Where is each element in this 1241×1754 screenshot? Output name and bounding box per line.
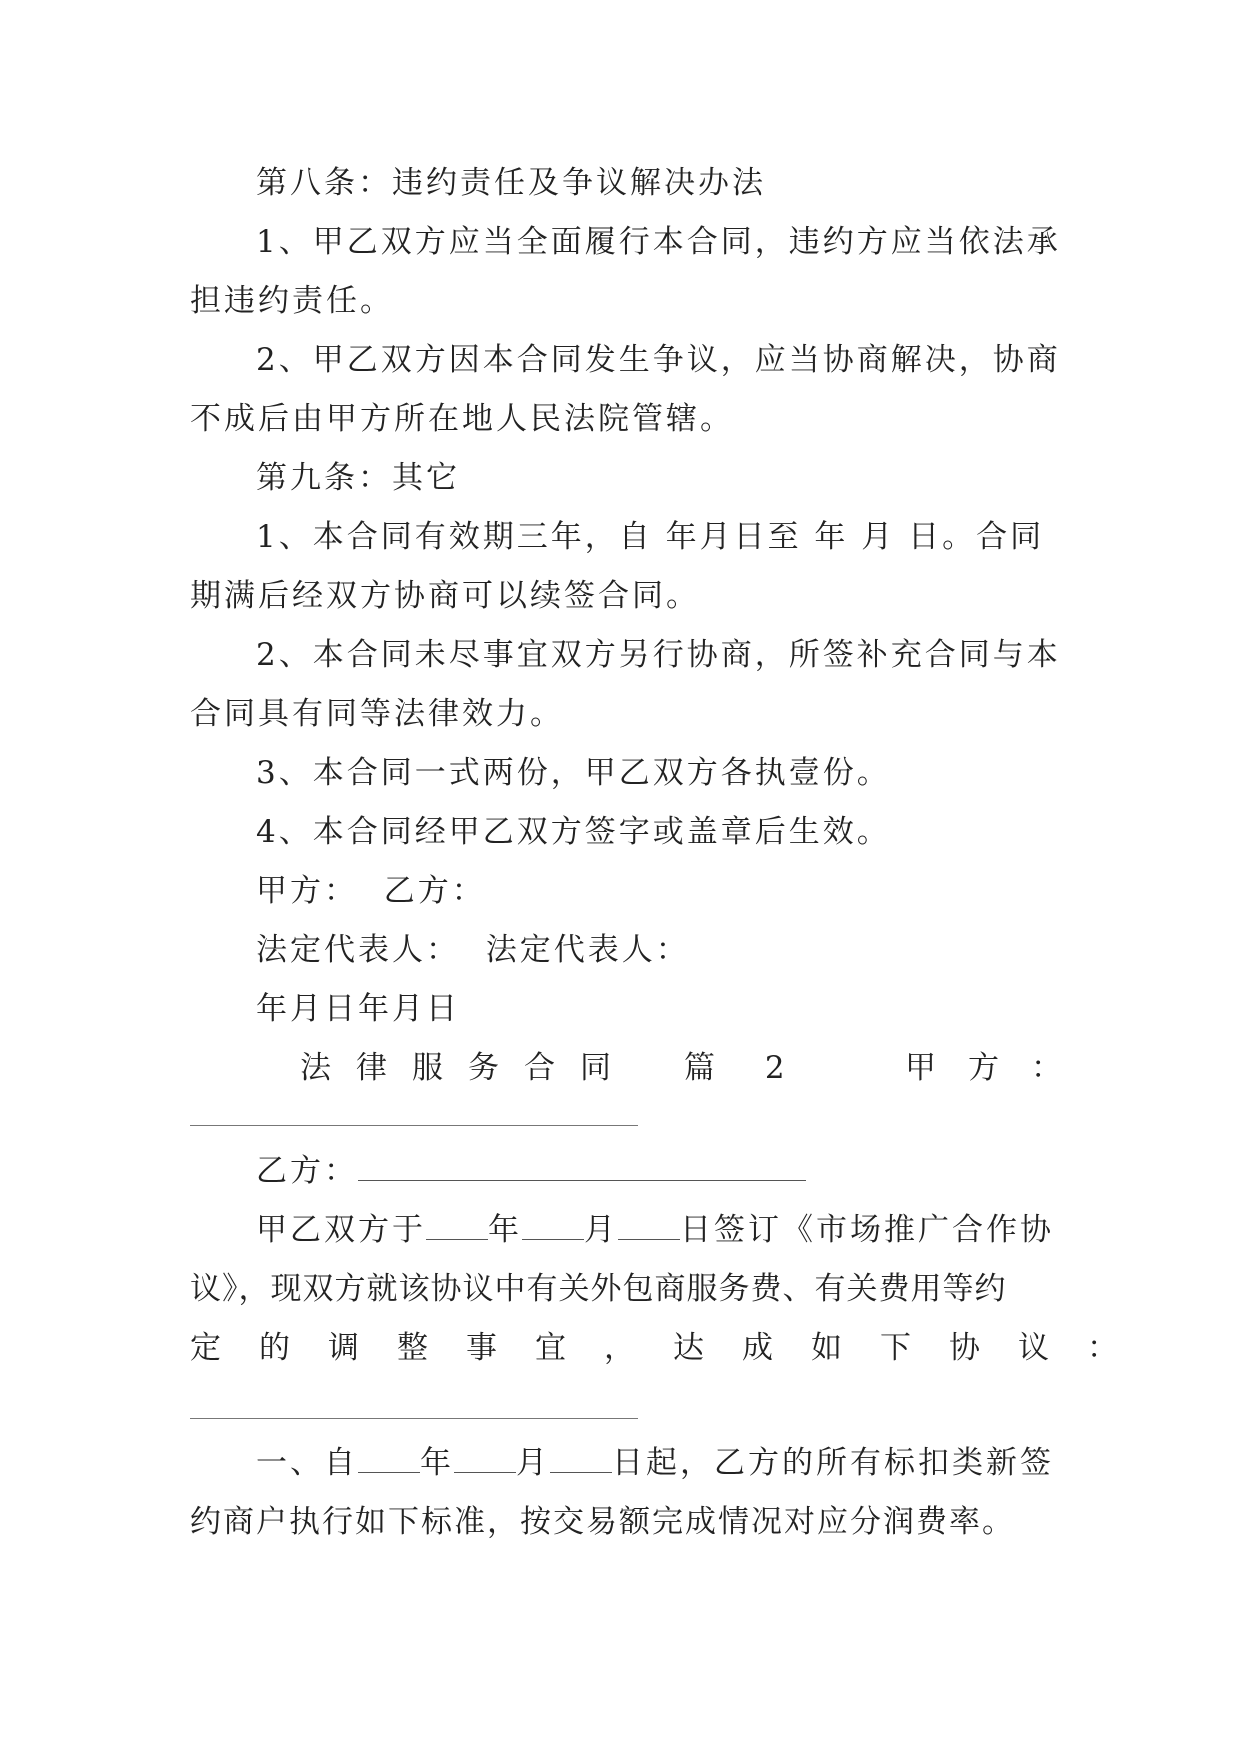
intro-text-b: 日签订《市场推广合作协 <box>680 1212 1054 1248</box>
party-a-blank-rule <box>190 1125 638 1126</box>
item1-month-blank <box>454 1446 516 1473</box>
intro-text-a: 甲乙双方于 <box>256 1212 426 1248</box>
item1-year-label: 年 <box>420 1445 454 1481</box>
intro-year-label: 年 <box>488 1212 522 1248</box>
signature-parties-line: 甲方： 乙方： <box>256 873 486 909</box>
article-9-clause-1-line-1: 1、本合同有效期三年，自 年月日至 年 月 日。合同 <box>256 519 1045 555</box>
item1-year-blank <box>358 1446 420 1473</box>
article-8-heading: 第八条：违约责任及争议解决办法 <box>256 165 766 201</box>
contract-2-heading-line <box>300 1039 1094 1098</box>
contract-2-title: 法律服务合同 <box>300 1050 636 1086</box>
contract-2-intro-line-1 <box>190 1201 1054 1260</box>
party-b-label: 乙方： <box>256 1153 358 1189</box>
article-8-clause-1-line-2: 担违约责任。 <box>190 283 394 319</box>
contract-2-intro-line-2: 议》，现双方就该协议中有关外包商服务费、有关费用等约 <box>190 1271 1007 1307</box>
party-b-line <box>190 1142 1048 1201</box>
intro-year-blank <box>426 1213 488 1240</box>
item1-text-a: 一、自 <box>256 1445 358 1481</box>
contract-2-intro-line-3: 定的调整事宜，达成如下协议： <box>190 1330 1156 1366</box>
article-9-clause-1-line-2: 期满后经双方协商可以续签合同。 <box>190 578 700 614</box>
intro-month-label: 月 <box>584 1212 618 1248</box>
signature-dates-line: 年月日年月日 <box>256 991 460 1027</box>
article-9-clause-2-line-1: 2、本合同未尽事宜双方另行协商，所签补充合同与本 <box>256 637 1061 673</box>
article-9-clause-2-line-2: 合同具有同等法律效力。 <box>190 696 564 732</box>
item1-text-b: 日起，乙方的所有标扣类新签 <box>612 1445 1054 1481</box>
item1-day-blank <box>550 1446 612 1473</box>
contract-2-item-1-line-1 <box>190 1434 1054 1493</box>
article-9-clause-4: 4、本合同经甲乙双方签字或盖章后生效。 <box>256 814 891 850</box>
item1-month-label: 月 <box>516 1445 550 1481</box>
article-9-heading: 第九条：其它 <box>256 460 460 496</box>
article-8-clause-2-line-1: 2、甲乙双方因本合同发生争议，应当协商解决，协商 <box>256 342 1061 378</box>
intro-month-blank <box>522 1213 584 1240</box>
intro-day-blank <box>618 1213 680 1240</box>
signature-representatives-line: 法定代表人： 法定代表人： <box>256 932 690 968</box>
contract-2-part-label: 篇 2 <box>684 1050 805 1086</box>
article-8-clause-2-line-2: 不成后由甲方所在地人民法院管辖。 <box>190 401 734 437</box>
party-b-blank <box>358 1154 806 1181</box>
contract-2-party-a-label: 甲方： <box>905 1050 1094 1086</box>
article-9-clause-3: 3、本合同一式两份，甲乙双方各执壹份。 <box>256 755 891 791</box>
contract-2-item-1-line-2: 约商户执行如下标准，按交易额完成情况对应分润费率。 <box>190 1504 1015 1540</box>
intro-blank-rule <box>190 1418 638 1419</box>
article-8-clause-1-line-1: 1、甲乙双方应当全面履行本合同，违约方应当依法承 <box>256 224 1061 260</box>
